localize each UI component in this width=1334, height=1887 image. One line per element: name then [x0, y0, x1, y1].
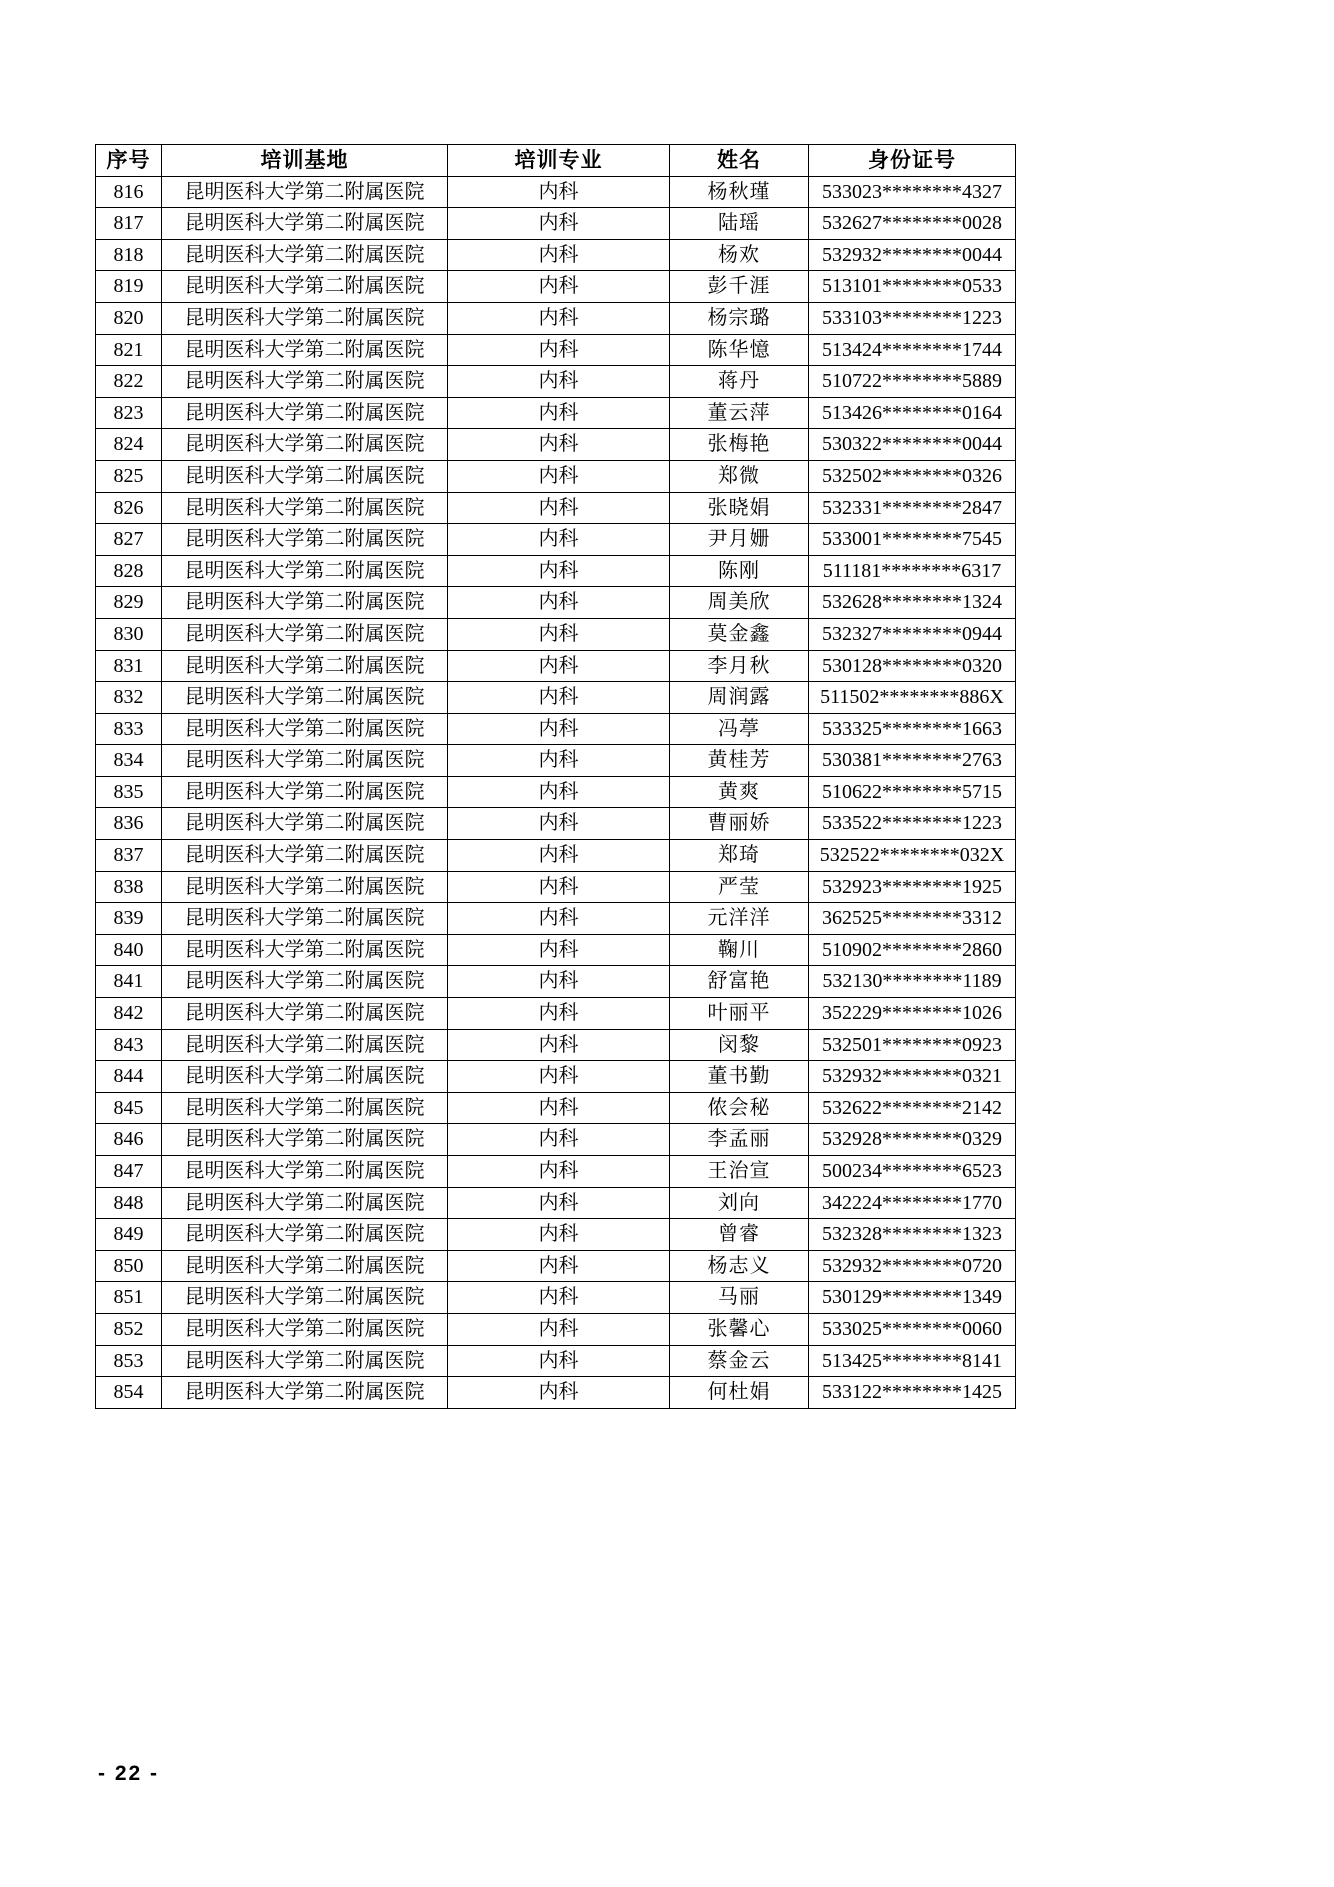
table-row: [96, 966, 1016, 998]
cell-training-major: 内科: [448, 808, 670, 840]
cell-person-name: 刘向: [670, 1187, 809, 1219]
cell-index: 839: [96, 903, 162, 935]
cell-training-major: 内科: [448, 587, 670, 619]
cell-training-major: 内科: [448, 555, 670, 587]
cell-person-name: 张梅艳: [670, 429, 809, 461]
table-row: [96, 1219, 1016, 1251]
cell-id-number: 342224********1770: [809, 1187, 1016, 1219]
cell-training-major: 内科: [448, 334, 670, 366]
cell-id-number: 352229********1026: [809, 998, 1016, 1030]
cell-training-base: 昆明医科大学第二附属医院: [162, 524, 448, 556]
cell-training-base: 昆明医科大学第二附属医院: [162, 1219, 448, 1251]
cell-person-name: 董云萍: [670, 397, 809, 429]
table-row: [96, 492, 1016, 524]
cell-training-base: 昆明医科大学第二附属医院: [162, 998, 448, 1030]
cell-id-number: 513426********0164: [809, 397, 1016, 429]
cell-training-major: 内科: [448, 903, 670, 935]
cell-person-name: 元洋洋: [670, 903, 809, 935]
column-header-base: 培训基地: [162, 145, 448, 177]
cell-index: 833: [96, 713, 162, 745]
table-row: [96, 302, 1016, 334]
cell-training-base: 昆明医科大学第二附属医院: [162, 1187, 448, 1219]
table-row: [96, 208, 1016, 240]
cell-person-name: 尹月姗: [670, 524, 809, 556]
cell-id-number: 533522********1223: [809, 808, 1016, 840]
cell-index: 853: [96, 1345, 162, 1377]
cell-training-major: 内科: [448, 998, 670, 1030]
table-row: [96, 334, 1016, 366]
cell-training-major: 内科: [448, 713, 670, 745]
cell-training-major: 内科: [448, 429, 670, 461]
cell-index: 831: [96, 650, 162, 682]
cell-training-major: 内科: [448, 492, 670, 524]
cell-training-major: 内科: [448, 176, 670, 208]
cell-person-name: 周润露: [670, 682, 809, 714]
cell-training-base: 昆明医科大学第二附属医院: [162, 460, 448, 492]
cell-person-name: 黄爽: [670, 776, 809, 808]
cell-person-name: 莫金鑫: [670, 618, 809, 650]
cell-training-major: 内科: [448, 745, 670, 777]
cell-training-base: 昆明医科大学第二附属医院: [162, 271, 448, 303]
cell-person-name: 李月秋: [670, 650, 809, 682]
cell-training-base: 昆明医科大学第二附属医院: [162, 587, 448, 619]
cell-training-base: 昆明医科大学第二附属医院: [162, 1124, 448, 1156]
cell-id-number: 362525********3312: [809, 903, 1016, 935]
cell-id-number: 532328********1323: [809, 1219, 1016, 1251]
cell-person-name: 何杜娟: [670, 1377, 809, 1409]
page-number: - 22 -: [98, 1762, 160, 1785]
table-row: [96, 903, 1016, 935]
cell-id-number: 530381********2763: [809, 745, 1016, 777]
cell-index: 829: [96, 587, 162, 619]
cell-index: 832: [96, 682, 162, 714]
cell-training-base: 昆明医科大学第二附属医院: [162, 713, 448, 745]
cell-training-base: 昆明医科大学第二附属医院: [162, 366, 448, 398]
cell-index: 848: [96, 1187, 162, 1219]
table-row: [96, 1029, 1016, 1061]
table-row: [96, 618, 1016, 650]
table-row: [96, 555, 1016, 587]
cell-person-name: 王治宣: [670, 1156, 809, 1188]
cell-training-major: 内科: [448, 682, 670, 714]
cell-id-number: 511181********6317: [809, 555, 1016, 587]
cell-id-number: 532627********0028: [809, 208, 1016, 240]
cell-index: 826: [96, 492, 162, 524]
cell-person-name: 曾睿: [670, 1219, 809, 1251]
cell-training-major: 内科: [448, 208, 670, 240]
cell-person-name: 陈刚: [670, 555, 809, 587]
cell-training-major: 内科: [448, 1061, 670, 1093]
cell-index: 822: [96, 366, 162, 398]
cell-training-base: 昆明医科大学第二附属医院: [162, 208, 448, 240]
cell-person-name: 曹丽娇: [670, 808, 809, 840]
cell-person-name: 闵黎: [670, 1029, 809, 1061]
cell-training-base: 昆明医科大学第二附属医院: [162, 397, 448, 429]
cell-person-name: 张馨心: [670, 1313, 809, 1345]
table-row: [96, 366, 1016, 398]
cell-training-major: 内科: [448, 1313, 670, 1345]
cell-training-base: 昆明医科大学第二附属医院: [162, 1345, 448, 1377]
cell-index: 849: [96, 1219, 162, 1251]
cell-index: 840: [96, 934, 162, 966]
cell-person-name: 杨宗璐: [670, 302, 809, 334]
cell-index: 825: [96, 460, 162, 492]
cell-person-name: 周美欣: [670, 587, 809, 619]
table-row: [96, 1282, 1016, 1314]
cell-training-major: 内科: [448, 1282, 670, 1314]
cell-training-major: 内科: [448, 1092, 670, 1124]
cell-index: 837: [96, 840, 162, 872]
cell-person-name: 侬会秘: [670, 1092, 809, 1124]
cell-id-number: 513101********0533: [809, 271, 1016, 303]
cell-id-number: 533122********1425: [809, 1377, 1016, 1409]
table-row: [96, 1124, 1016, 1156]
cell-index: 818: [96, 239, 162, 271]
cell-person-name: 黄桂芳: [670, 745, 809, 777]
cell-index: 830: [96, 618, 162, 650]
cell-id-number: 532928********0329: [809, 1124, 1016, 1156]
cell-training-base: 昆明医科大学第二附属医院: [162, 1061, 448, 1093]
cell-id-number: 532932********0321: [809, 1061, 1016, 1093]
column-header-major: 培训专业: [448, 145, 670, 177]
cell-training-base: 昆明医科大学第二附属医院: [162, 555, 448, 587]
cell-training-base: 昆明医科大学第二附属医院: [162, 745, 448, 777]
cell-id-number: 513425********8141: [809, 1345, 1016, 1377]
cell-id-number: 532331********2847: [809, 492, 1016, 524]
roster-table: [95, 144, 1016, 1409]
cell-person-name: 董书勤: [670, 1061, 809, 1093]
cell-id-number: 532932********0044: [809, 239, 1016, 271]
cell-person-name: 彭千涯: [670, 271, 809, 303]
cell-training-major: 内科: [448, 239, 670, 271]
column-header-index: 序号: [96, 145, 162, 177]
cell-training-base: 昆明医科大学第二附属医院: [162, 682, 448, 714]
table-row: [96, 871, 1016, 903]
cell-training-base: 昆明医科大学第二附属医院: [162, 808, 448, 840]
table-body: [96, 176, 1016, 1408]
table-header: [96, 145, 1016, 177]
cell-training-base: 昆明医科大学第二附属医院: [162, 176, 448, 208]
cell-id-number: 532622********2142: [809, 1092, 1016, 1124]
cell-id-number: 530129********1349: [809, 1282, 1016, 1314]
cell-id-number: 532130********1189: [809, 966, 1016, 998]
cell-index: 845: [96, 1092, 162, 1124]
cell-id-number: 533025********0060: [809, 1313, 1016, 1345]
table-header-row: [96, 145, 1016, 177]
cell-training-base: 昆明医科大学第二附属医院: [162, 1282, 448, 1314]
cell-training-base: 昆明医科大学第二附属医院: [162, 966, 448, 998]
cell-person-name: 郑微: [670, 460, 809, 492]
cell-training-base: 昆明医科大学第二附属医院: [162, 1313, 448, 1345]
cell-index: 823: [96, 397, 162, 429]
cell-training-major: 内科: [448, 397, 670, 429]
cell-person-name: 杨欢: [670, 239, 809, 271]
cell-training-base: 昆明医科大学第二附属医院: [162, 1092, 448, 1124]
cell-person-name: 严莹: [670, 871, 809, 903]
cell-index: 850: [96, 1250, 162, 1282]
cell-index: 820: [96, 302, 162, 334]
cell-index: 852: [96, 1313, 162, 1345]
cell-training-base: 昆明医科大学第二附属医院: [162, 903, 448, 935]
cell-index: 817: [96, 208, 162, 240]
cell-index: 836: [96, 808, 162, 840]
table-row: [96, 1061, 1016, 1093]
cell-training-major: 内科: [448, 966, 670, 998]
cell-person-name: 鞠川: [670, 934, 809, 966]
table-row: [96, 1187, 1016, 1219]
table-row: [96, 429, 1016, 461]
cell-training-base: 昆明医科大学第二附属医院: [162, 840, 448, 872]
cell-index: 846: [96, 1124, 162, 1156]
cell-person-name: 叶丽平: [670, 998, 809, 1030]
cell-id-number: 533001********7545: [809, 524, 1016, 556]
table-row: [96, 1250, 1016, 1282]
cell-training-major: 内科: [448, 1345, 670, 1377]
cell-training-major: 内科: [448, 366, 670, 398]
table-row: [96, 1377, 1016, 1409]
cell-id-number: 513424********1744: [809, 334, 1016, 366]
cell-training-base: 昆明医科大学第二附属医院: [162, 1250, 448, 1282]
cell-id-number: 532327********0944: [809, 618, 1016, 650]
cell-training-major: 内科: [448, 524, 670, 556]
table-row: [96, 776, 1016, 808]
cell-training-major: 内科: [448, 618, 670, 650]
cell-training-base: 昆明医科大学第二附属医院: [162, 302, 448, 334]
cell-training-major: 内科: [448, 840, 670, 872]
table-row: [96, 1345, 1016, 1377]
cell-training-major: 内科: [448, 271, 670, 303]
table-row: [96, 650, 1016, 682]
cell-person-name: 陆瑶: [670, 208, 809, 240]
cell-training-base: 昆明医科大学第二附属医院: [162, 239, 448, 271]
cell-index: 821: [96, 334, 162, 366]
table-row: [96, 745, 1016, 777]
cell-index: 841: [96, 966, 162, 998]
cell-id-number: 532502********0326: [809, 460, 1016, 492]
cell-index: 847: [96, 1156, 162, 1188]
table-row: [96, 524, 1016, 556]
cell-training-base: 昆明医科大学第二附属医院: [162, 934, 448, 966]
cell-id-number: 530322********0044: [809, 429, 1016, 461]
cell-training-major: 内科: [448, 871, 670, 903]
cell-id-number: 530128********0320: [809, 650, 1016, 682]
table-row: [96, 176, 1016, 208]
cell-id-number: 532932********0720: [809, 1250, 1016, 1282]
table-row: [96, 998, 1016, 1030]
table-row: [96, 1313, 1016, 1345]
cell-id-number: 510622********5715: [809, 776, 1016, 808]
table-row: [96, 934, 1016, 966]
cell-person-name: 马丽: [670, 1282, 809, 1314]
cell-person-name: 杨志义: [670, 1250, 809, 1282]
cell-index: 819: [96, 271, 162, 303]
cell-training-base: 昆明医科大学第二附属医院: [162, 1029, 448, 1061]
cell-training-base: 昆明医科大学第二附属医院: [162, 429, 448, 461]
cell-training-base: 昆明医科大学第二附属医院: [162, 334, 448, 366]
cell-index: 854: [96, 1377, 162, 1409]
roster-table-container: [95, 144, 1015, 1409]
column-header-name: 姓名: [670, 145, 809, 177]
cell-id-number: 533325********1663: [809, 713, 1016, 745]
cell-index: 842: [96, 998, 162, 1030]
cell-training-major: 内科: [448, 1156, 670, 1188]
cell-id-number: 533103********1223: [809, 302, 1016, 334]
table-row: [96, 239, 1016, 271]
cell-training-major: 内科: [448, 1250, 670, 1282]
cell-training-base: 昆明医科大学第二附属医院: [162, 871, 448, 903]
cell-training-major: 内科: [448, 1187, 670, 1219]
cell-person-name: 舒富艳: [670, 966, 809, 998]
cell-training-major: 内科: [448, 1377, 670, 1409]
cell-person-name: 蒋丹: [670, 366, 809, 398]
cell-id-number: 532923********1925: [809, 871, 1016, 903]
cell-training-major: 内科: [448, 650, 670, 682]
cell-training-major: 内科: [448, 302, 670, 334]
cell-person-name: 冯葶: [670, 713, 809, 745]
column-header-id: 身份证号: [809, 145, 1016, 177]
cell-index: 827: [96, 524, 162, 556]
cell-index: 835: [96, 776, 162, 808]
cell-index: 843: [96, 1029, 162, 1061]
cell-training-major: 内科: [448, 460, 670, 492]
cell-index: 844: [96, 1061, 162, 1093]
cell-person-name: 蔡金云: [670, 1345, 809, 1377]
cell-training-base: 昆明医科大学第二附属医院: [162, 650, 448, 682]
cell-training-base: 昆明医科大学第二附属医院: [162, 618, 448, 650]
cell-id-number: 532628********1324: [809, 587, 1016, 619]
cell-training-base: 昆明医科大学第二附属医院: [162, 1377, 448, 1409]
cell-person-name: 郑琦: [670, 840, 809, 872]
table-row: [96, 397, 1016, 429]
cell-index: 816: [96, 176, 162, 208]
cell-training-base: 昆明医科大学第二附属医院: [162, 492, 448, 524]
table-row: [96, 808, 1016, 840]
table-row: [96, 271, 1016, 303]
cell-index: 851: [96, 1282, 162, 1314]
cell-id-number: 510722********5889: [809, 366, 1016, 398]
cell-id-number: 533023********4327: [809, 176, 1016, 208]
table-row: [96, 460, 1016, 492]
table-row: [96, 1156, 1016, 1188]
cell-id-number: 500234********6523: [809, 1156, 1016, 1188]
cell-person-name: 杨秋瑾: [670, 176, 809, 208]
cell-training-major: 内科: [448, 1219, 670, 1251]
cell-id-number: 532522********032X: [809, 840, 1016, 872]
table-row: [96, 682, 1016, 714]
cell-index: 838: [96, 871, 162, 903]
cell-training-major: 内科: [448, 1029, 670, 1061]
cell-training-major: 内科: [448, 934, 670, 966]
table-row: [96, 1092, 1016, 1124]
cell-index: 834: [96, 745, 162, 777]
cell-id-number: 511502********886X: [809, 682, 1016, 714]
table-row: [96, 840, 1016, 872]
cell-index: 824: [96, 429, 162, 461]
table-row: [96, 587, 1016, 619]
cell-person-name: 李孟丽: [670, 1124, 809, 1156]
cell-index: 828: [96, 555, 162, 587]
table-row: [96, 713, 1016, 745]
cell-training-base: 昆明医科大学第二附属医院: [162, 1156, 448, 1188]
cell-training-base: 昆明医科大学第二附属医院: [162, 776, 448, 808]
cell-id-number: 532501********0923: [809, 1029, 1016, 1061]
cell-person-name: 陈华憶: [670, 334, 809, 366]
cell-person-name: 张晓娟: [670, 492, 809, 524]
cell-id-number: 510902********2860: [809, 934, 1016, 966]
cell-training-major: 内科: [448, 776, 670, 808]
cell-training-major: 内科: [448, 1124, 670, 1156]
